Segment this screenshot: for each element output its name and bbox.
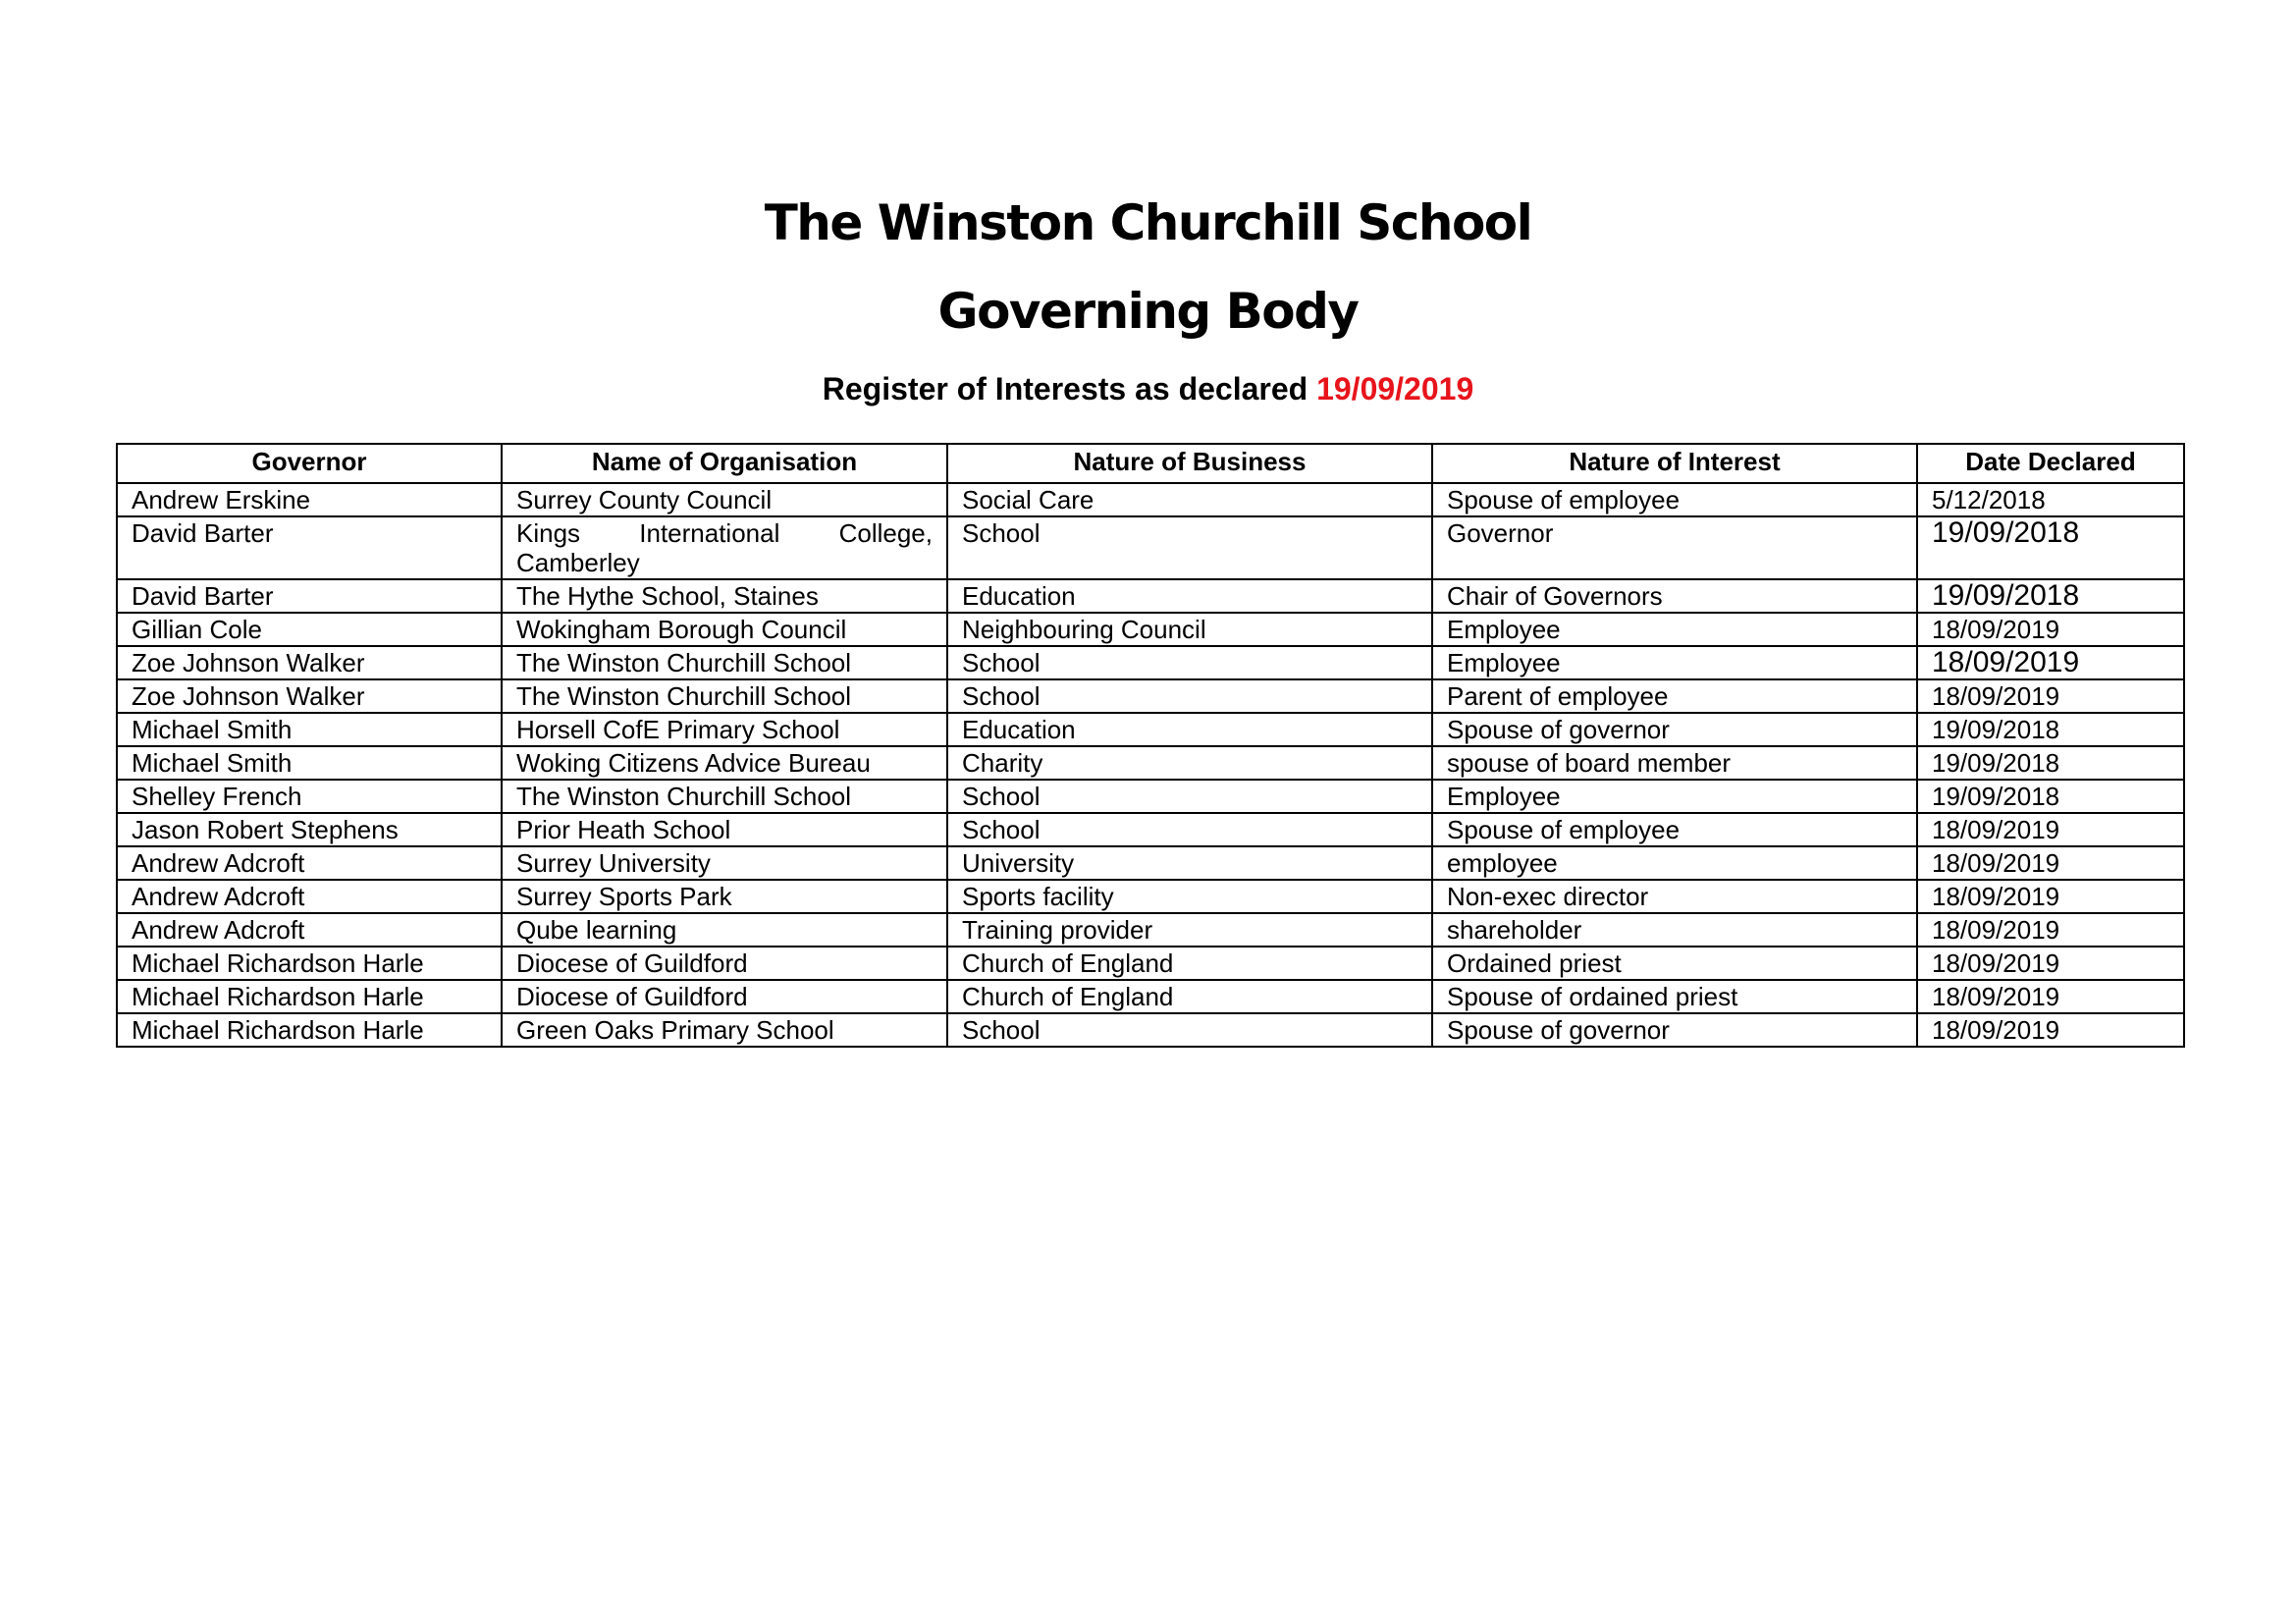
- cell-interest: spouse of board member: [1432, 746, 1917, 780]
- cell-interest: Governor: [1432, 516, 1917, 579]
- cell-date: 18/09/2019: [1917, 1013, 2184, 1047]
- school-title: The Winston Churchill School: [764, 194, 1532, 251]
- table-row: [117, 746, 2184, 780]
- cell-governor: Michael Richardson Harle: [117, 1013, 502, 1047]
- cell-governor: Andrew Adcroft: [117, 913, 502, 947]
- cell-interest: Non-exec director: [1432, 880, 1917, 913]
- cell-date: 18/09/2019: [1917, 880, 2184, 913]
- cell-governor: Shelley French: [117, 780, 502, 813]
- header-date-declared: Date Declared: [1917, 444, 2184, 483]
- cell-organisation: Green Oaks Primary School: [502, 1013, 947, 1047]
- table-row: [117, 980, 2184, 1013]
- cell-business: Education: [947, 713, 1432, 746]
- table-row: [117, 516, 2184, 579]
- register-subtitle: [0, 371, 2296, 407]
- cell-interest: Spouse of employee: [1432, 483, 1917, 516]
- cell-organisation: Wokingham Borough Council: [502, 613, 947, 646]
- table-row: [117, 880, 2184, 913]
- cell-governor: Andrew Erskine: [117, 483, 502, 516]
- cell-governor: David Barter: [117, 579, 502, 613]
- cell-business: School: [947, 646, 1432, 679]
- organisation-line-2: Camberley: [516, 548, 640, 577]
- cell-organisation: Prior Heath School: [502, 813, 947, 846]
- cell-date: 18/09/2019: [1917, 913, 2184, 947]
- table-row: [117, 913, 2184, 947]
- governing-body-heading: Governing Body: [937, 283, 1359, 340]
- organisation-word: International: [639, 518, 780, 548]
- header-organisation: Name of Organisation: [502, 444, 947, 483]
- cell-interest: Chair of Governors: [1432, 579, 1917, 613]
- cell-governor: Zoe Johnson Walker: [117, 646, 502, 679]
- cell-date: 18/09/2019: [1917, 646, 2184, 679]
- organisation-word: College,: [838, 518, 933, 548]
- cell-organisation: Surrey University: [502, 846, 947, 880]
- table-row: [117, 846, 2184, 880]
- cell-business: School: [947, 1013, 1432, 1047]
- cell-governor: Andrew Adcroft: [117, 880, 502, 913]
- cell-interest: Spouse of governor: [1432, 713, 1917, 746]
- cell-business: Training provider: [947, 913, 1432, 947]
- cell-date: 18/09/2019: [1917, 613, 2184, 646]
- cell-date: 19/09/2018: [1917, 746, 2184, 780]
- cell-interest: Employee: [1432, 780, 1917, 813]
- cell-date: 19/09/2018: [1917, 579, 2184, 613]
- cell-date: 19/09/2018: [1917, 780, 2184, 813]
- table-row: [117, 813, 2184, 846]
- cell-governor: Gillian Cole: [117, 613, 502, 646]
- cell-business: Charity: [947, 746, 1432, 780]
- cell-date: 18/09/2019: [1917, 813, 2184, 846]
- cell-interest: Parent of employee: [1432, 679, 1917, 713]
- table-row: [117, 646, 2184, 679]
- cell-organisation: Woking Citizens Advice Bureau: [502, 746, 947, 780]
- cell-business: Education: [947, 579, 1432, 613]
- cell-interest: Employee: [1432, 646, 1917, 679]
- cell-date: 19/09/2018: [1917, 516, 2184, 579]
- cell-business: Sports facility: [947, 880, 1432, 913]
- table-row: [117, 483, 2184, 516]
- register-date: 19/09/2019: [1316, 371, 1474, 406]
- header-governor: Governor: [117, 444, 502, 483]
- cell-interest: Spouse of employee: [1432, 813, 1917, 846]
- cell-interest: Ordained priest: [1432, 947, 1917, 980]
- cell-business: School: [947, 813, 1432, 846]
- cell-interest: Spouse of ordained priest: [1432, 980, 1917, 1013]
- cell-governor: Michael Smith: [117, 713, 502, 746]
- cell-business: Neighbouring Council: [947, 613, 1432, 646]
- table-header-row: [117, 444, 2184, 483]
- table-row: [117, 713, 2184, 746]
- cell-governor: Michael Richardson Harle: [117, 947, 502, 980]
- cell-organisation: The Hythe School, Staines: [502, 579, 947, 613]
- cell-date: 18/09/2019: [1917, 679, 2184, 713]
- cell-organisation: The Winston Churchill School: [502, 780, 947, 813]
- header-business: Nature of Business: [947, 444, 1432, 483]
- table-row: [117, 679, 2184, 713]
- organisation-line-1: [516, 518, 933, 548]
- table-row: [117, 780, 2184, 813]
- register-label: Register of Interests as declared: [822, 371, 1308, 406]
- cell-interest: Employee: [1432, 613, 1917, 646]
- cell-organisation: The Winston Churchill School: [502, 679, 947, 713]
- cell-date: 18/09/2019: [1917, 846, 2184, 880]
- cell-date: 18/09/2019: [1917, 947, 2184, 980]
- cell-date: 19/09/2018: [1917, 713, 2184, 746]
- cell-business: Church of England: [947, 947, 1432, 980]
- cell-organisation: Surrey Sports Park: [502, 880, 947, 913]
- organisation-word: Kings: [516, 518, 581, 548]
- table-row: [117, 579, 2184, 613]
- cell-organisation: Horsell CofE Primary School: [502, 713, 947, 746]
- cell-organisation: Diocese of Guildford: [502, 947, 947, 980]
- header-interest: Nature of Interest: [1432, 444, 1917, 483]
- cell-organisation: Surrey County Council: [502, 483, 947, 516]
- table-row: [117, 613, 2184, 646]
- cell-governor: Michael Smith: [117, 746, 502, 780]
- cell-business: School: [947, 516, 1432, 579]
- cell-business: Church of England: [947, 980, 1432, 1013]
- table-row: [117, 947, 2184, 980]
- cell-business: School: [947, 679, 1432, 713]
- cell-organisation: Diocese of Guildford: [502, 980, 947, 1013]
- cell-organisation: The Winston Churchill School: [502, 646, 947, 679]
- cell-business: School: [947, 780, 1432, 813]
- cell-organisation: [502, 516, 947, 579]
- table-row: [117, 1013, 2184, 1047]
- cell-business: Social Care: [947, 483, 1432, 516]
- cell-date: 18/09/2019: [1917, 980, 2184, 1013]
- cell-governor: Zoe Johnson Walker: [117, 679, 502, 713]
- cell-governor: Michael Richardson Harle: [117, 980, 502, 1013]
- cell-business: University: [947, 846, 1432, 880]
- cell-interest: employee: [1432, 846, 1917, 880]
- cell-governor: Jason Robert Stephens: [117, 813, 502, 846]
- cell-interest: Spouse of governor: [1432, 1013, 1917, 1047]
- cell-interest: shareholder: [1432, 913, 1917, 947]
- register-of-interests-table: [116, 443, 2185, 1048]
- cell-organisation: Qube learning: [502, 913, 947, 947]
- cell-date: 5/12/2018: [1917, 483, 2184, 516]
- cell-governor: Andrew Adcroft: [117, 846, 502, 880]
- cell-governor: David Barter: [117, 516, 502, 579]
